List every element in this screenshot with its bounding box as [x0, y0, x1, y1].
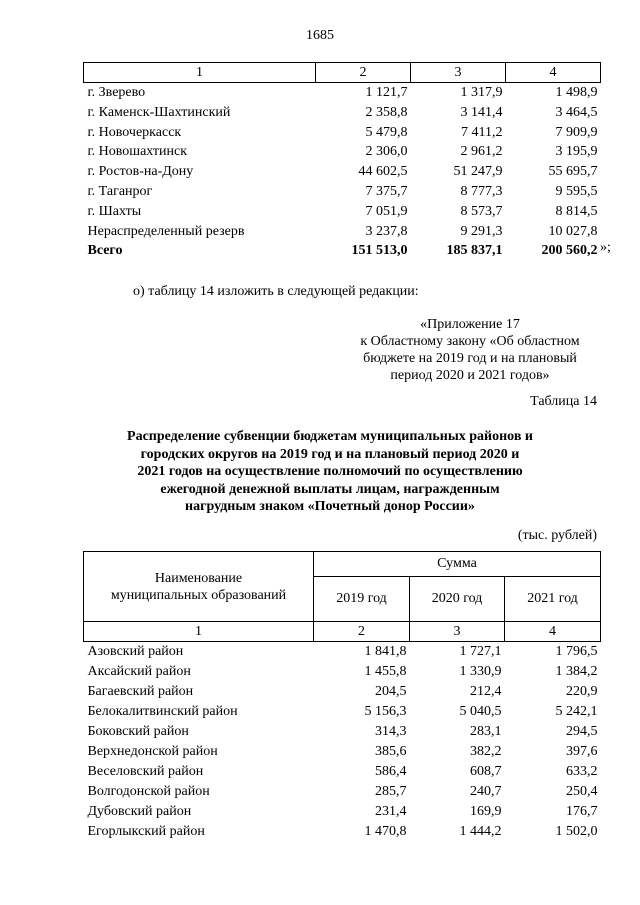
column-index-2: 2 [314, 622, 410, 642]
value-2019: 1 455,8 [364, 664, 407, 679]
column-index-3: 3 [410, 622, 505, 642]
appendix-header [330, 316, 610, 384]
table-title [90, 428, 570, 516]
value-2019: 1 841,8 [364, 644, 407, 659]
value-2019: 1 121,7 [365, 85, 408, 100]
column-index-3: 3 [411, 63, 506, 83]
row-name: Азовский район [87, 644, 184, 659]
column-index-2: 2 [316, 63, 411, 83]
value-2021: 633,2 [566, 764, 598, 779]
table-row [84, 103, 601, 123]
row-name: г. Новочеркасск [87, 124, 182, 140]
table-row [84, 682, 601, 702]
header-name-line-1: Наименование [154, 570, 243, 586]
header-year-2021: 2021 год [505, 577, 601, 622]
table-row [84, 162, 601, 182]
value-2020: 283,1 [470, 724, 502, 739]
row-name: Егорлыкский район [87, 824, 205, 839]
value-2019: 231,4 [375, 804, 407, 819]
value-2020: 608,7 [470, 764, 502, 779]
value-2020: 382,2 [470, 744, 502, 759]
value-2021: 55 695,7 [548, 164, 598, 180]
value-2020: 51 247,9 [453, 164, 503, 180]
table-row [84, 802, 601, 822]
value-2021: 250,4 [566, 784, 598, 799]
appendix-line-2: к Областному закону «Об областном [360, 334, 580, 349]
value-2020: 5 040,5 [459, 704, 502, 719]
table-row [84, 142, 601, 162]
value-2019: 151 513,0 [351, 243, 408, 259]
column-index-4: 4 [506, 63, 601, 83]
amendment-instruction: о) таблицу 14 изложить в следующей редакции: [133, 284, 419, 299]
value-2021: 1 498,9 [555, 85, 598, 100]
value-2019: 586,4 [375, 764, 407, 779]
row-name: Дубовский район [87, 804, 192, 819]
row-name: г. Шахты [87, 203, 142, 219]
table-row [84, 202, 601, 222]
table-row [84, 182, 601, 202]
page-number: 1685 [306, 28, 334, 43]
value-2021: 9 595,5 [555, 183, 598, 199]
units-label: (тыс. рублей) [517, 528, 597, 543]
header-sum: Сумма [314, 552, 601, 577]
title-line-4: ежегодной денежной выплаты лицам, награжденным [160, 481, 500, 497]
appendix-line-1: «Приложение 17 [420, 317, 520, 332]
value-2021: 220,9 [566, 684, 598, 699]
table-14 [83, 551, 601, 842]
value-2020: 8 573,7 [460, 203, 503, 219]
column-index-4: 4 [505, 622, 601, 642]
table-row [84, 742, 601, 762]
table-row [84, 782, 601, 802]
value-2020: 7 411,2 [461, 124, 503, 140]
value-2020: 1 330,9 [459, 664, 502, 679]
table-row [84, 822, 601, 842]
row-name: г. Зверево [87, 85, 146, 100]
value-2021: 10 027,8 [548, 223, 598, 239]
value-2019: 385,6 [375, 744, 407, 759]
value-2021: 1 502,0 [555, 824, 598, 839]
value-2020: 1 317,9 [460, 85, 503, 100]
table-row [84, 83, 601, 103]
value-2021: 397,6 [566, 744, 598, 759]
value-2021: 3 195,9 [555, 144, 598, 160]
value-2019: 7 051,9 [365, 203, 408, 219]
row-name: г. Каменск-Шахтинский [87, 104, 231, 120]
table-row [84, 662, 601, 682]
header-municipality-name [84, 552, 314, 622]
row-name: г. Ростов-на-Дону [87, 164, 194, 180]
row-name: Аксайский район [87, 664, 191, 679]
value-2020: 240,7 [470, 784, 502, 799]
value-2020: 185 837,1 [446, 243, 503, 259]
value-2019: 314,3 [375, 724, 407, 739]
closing-quote-mark: »; [600, 240, 611, 255]
table-row [84, 762, 601, 782]
value-2020: 212,4 [470, 684, 502, 699]
row-name: г. Новошахтинск [87, 144, 188, 160]
value-2019: 3 237,8 [365, 223, 408, 239]
row-name: Нераспределенный резерв [87, 223, 245, 239]
value-2019: 5 156,3 [364, 704, 407, 719]
value-2019: 285,7 [375, 784, 407, 799]
table-row [84, 222, 601, 242]
table-row [84, 123, 601, 143]
value-2021: 200 560,2 [541, 243, 598, 259]
value-2020: 3 141,4 [460, 104, 503, 120]
value-2020: 169,9 [470, 804, 502, 819]
column-index-1: 1 [84, 63, 316, 83]
appendix-line-3: бюджете на 2019 год и на плановый [363, 351, 577, 366]
value-2021: 176,7 [566, 804, 598, 819]
column-index-1: 1 [84, 622, 314, 642]
value-2021: 294,5 [566, 724, 598, 739]
value-2021: 1 384,2 [555, 664, 598, 679]
header-year-2020: 2020 год [410, 577, 505, 622]
row-name: Верхнедонской район [87, 744, 218, 759]
value-2019: 204,5 [375, 684, 407, 699]
value-2020: 8 777,3 [460, 183, 503, 199]
value-2020: 1 727,1 [459, 644, 502, 659]
table-number: Таблица 14 [530, 394, 597, 409]
value-2021: 5 242,1 [555, 704, 598, 719]
value-2019: 5 479,8 [365, 124, 408, 140]
value-2019: 1 470,8 [364, 824, 407, 839]
value-2019: 2 306,0 [365, 144, 408, 160]
value-2021: 8 814,5 [555, 203, 598, 219]
row-name: Белокалитвинский район [87, 704, 238, 719]
title-line-1: Распределение субвенции бюджетам муниципальных районов и [127, 429, 533, 444]
title-line-3: 2021 годов на осуществление полномочий по осуществлению [137, 464, 523, 479]
value-2019: 7 375,7 [365, 183, 408, 199]
row-name: Всего [87, 243, 123, 259]
row-name: Багаевский район [87, 684, 194, 699]
row-name: Боковский район [87, 724, 189, 739]
table-row [84, 241, 601, 261]
row-name: Волгодонской район [87, 784, 210, 799]
value-2020: 1 444,2 [459, 824, 502, 839]
header-year-2019: 2019 год [314, 577, 410, 622]
value-2019: 2 358,8 [365, 104, 408, 120]
title-line-5: нагрудным знаком «Почетный донор России» [185, 499, 475, 514]
value-2020: 2 961,2 [460, 144, 503, 160]
table-header-row [84, 63, 601, 83]
value-2021: 1 796,5 [555, 644, 598, 659]
value-2020: 9 291,3 [460, 223, 503, 239]
table-row [84, 722, 601, 742]
table-row [84, 702, 601, 722]
value-2019: 44 602,5 [358, 164, 408, 180]
table-row [84, 642, 601, 663]
value-2021: 7 909,9 [555, 124, 598, 140]
table-continuation [83, 62, 601, 261]
value-2021: 3 464,5 [555, 104, 598, 120]
appendix-line-4: период 2020 и 2021 годов» [390, 368, 550, 383]
row-name: г. Таганрог [87, 183, 153, 199]
header-name-line-2: муниципальных образований [110, 587, 287, 603]
row-name: Веселовский район [87, 764, 204, 779]
title-line-2: городских округов на 2019 год и на плановый период 2020 и [140, 446, 520, 462]
